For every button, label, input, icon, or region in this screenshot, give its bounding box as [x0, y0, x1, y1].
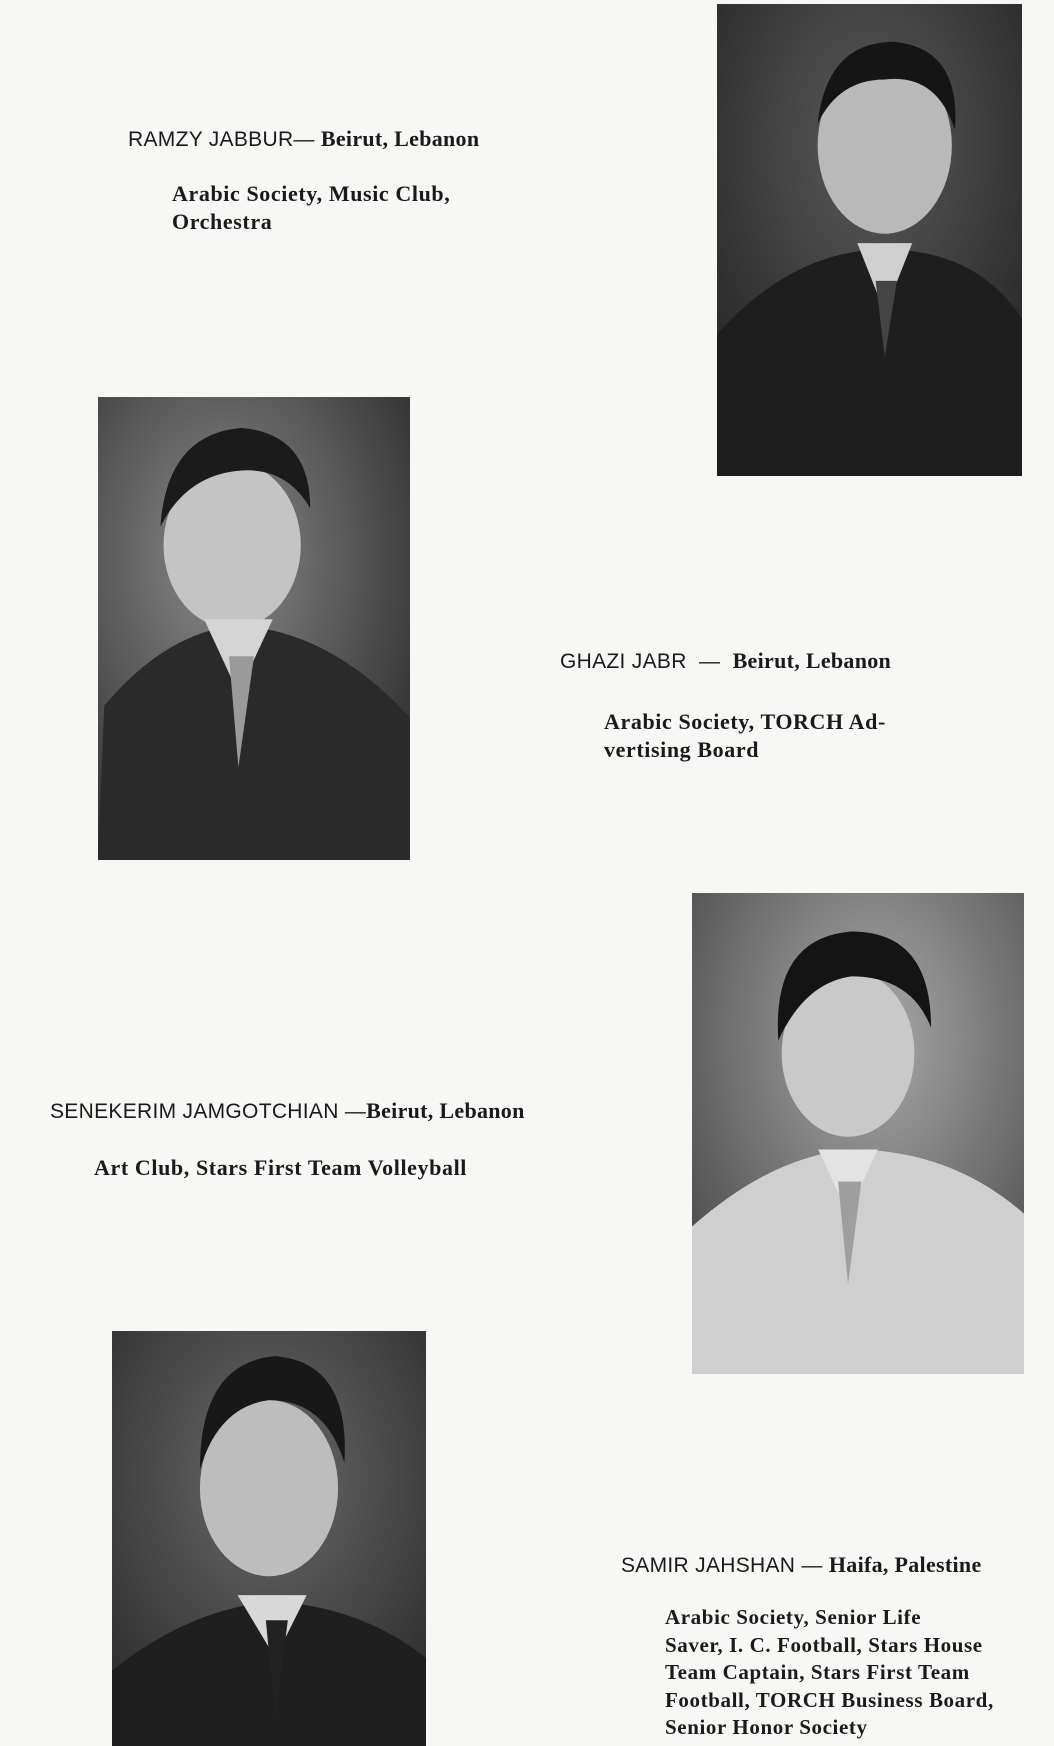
separator: —	[344, 1100, 367, 1123]
activities-senekerim-jamgotchian: Art Club, Stars First Team Volleyball	[94, 1155, 468, 1180]
hometown: Beirut, Lebanon	[320, 126, 480, 151]
activities-samir-jahshan: Arabic Society, Senior Life Saver, I. C. Football, Stars House Team Captain, Stars First Team Football, TORCH Business Board, Senior Honor Society	[665, 1605, 994, 1739]
student-name: GHAZI JABR	[560, 650, 687, 673]
hometown: Beirut, Lebanon	[366, 1098, 525, 1123]
hometown: Beirut, Lebanon	[732, 648, 892, 673]
activities-ramzy-jabbur: Arabic Society, Music Club, Orchestra	[172, 181, 451, 234]
student-name: SAMIR JAHSHAN	[621, 1554, 796, 1577]
entry-heading-ramzy-jabbur	[128, 126, 479, 152]
portrait-ramzy-jabbur	[717, 4, 1022, 476]
entry-heading-ghazi-jabr	[560, 648, 891, 674]
entry-heading-senekerim-jamgotchian	[50, 1098, 525, 1124]
entry-heading-samir-jahshan	[621, 1552, 982, 1578]
separator: —	[698, 650, 721, 673]
portrait-senekerim-jamgotchian	[692, 893, 1024, 1374]
separator: —	[801, 1554, 823, 1577]
portrait-samir-jahshan	[112, 1331, 426, 1746]
hometown: Haifa, Palestine	[828, 1552, 982, 1577]
activities-ghazi-jabr: Arabic Society, TORCH Ad- vertising Board	[604, 709, 886, 762]
student-name: RAMZY JABBUR	[128, 128, 294, 151]
separator: —	[293, 128, 315, 151]
student-name: SENEKERIM JAMGOTCHIAN	[50, 1100, 339, 1123]
portrait-ghazi-jabr	[98, 397, 410, 860]
